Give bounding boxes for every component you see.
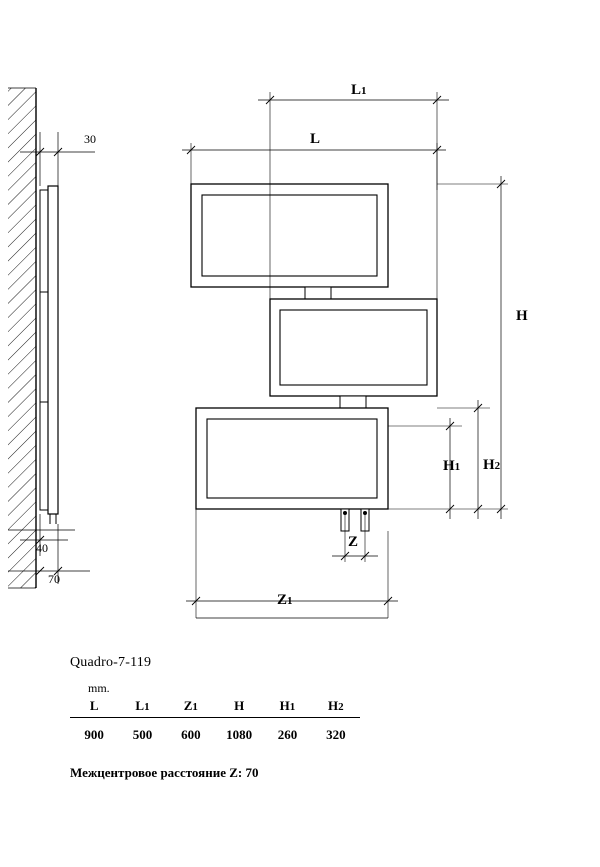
panel-top	[191, 184, 388, 287]
panel-bottom	[196, 408, 388, 509]
col-header-H: H	[215, 698, 263, 718]
panel-link-top	[305, 287, 331, 299]
dim-label-40: 40	[36, 541, 48, 555]
col-header-H2: H2	[312, 698, 360, 718]
dim-label-L1: L1	[351, 82, 367, 98]
dim-label-H1: H1	[443, 458, 461, 474]
dimensions-table	[70, 698, 360, 747]
table-header-row	[70, 698, 360, 718]
value-Z1: 600	[181, 727, 201, 742]
col-header-H1: H1	[263, 698, 311, 718]
dim-label-H2: H2	[483, 457, 501, 473]
value-L1: 500	[132, 727, 153, 742]
value-H: 1080	[226, 727, 253, 742]
col-header-Z1: Z1	[167, 698, 215, 718]
table-row	[70, 718, 360, 748]
value-H1: 260	[277, 727, 298, 742]
wall-section	[8, 88, 36, 588]
dim-label-L: L	[310, 131, 321, 147]
col-header-L1: L1	[118, 698, 166, 718]
value-L: 900	[84, 727, 104, 742]
dim-label-70: 70	[48, 572, 60, 586]
dim-label-H: H	[516, 308, 528, 324]
model-name: Quadro-7-119	[70, 655, 152, 670]
panel-link-bottom	[340, 396, 366, 408]
col-header-L: L	[70, 698, 118, 718]
side-view-profile	[40, 186, 58, 524]
value-H2: 320	[326, 727, 346, 742]
specification-block	[70, 655, 490, 781]
panel-middle	[270, 299, 437, 396]
center-distance-note: Межцентровое расстояние Z: 70	[70, 765, 259, 780]
dim-label-Z: Z	[348, 534, 359, 550]
units-label: mm.	[88, 681, 110, 695]
dim-L	[182, 143, 446, 190]
dim-label-Z1: Z1	[277, 592, 293, 608]
dim-label-30: 30	[84, 132, 96, 146]
